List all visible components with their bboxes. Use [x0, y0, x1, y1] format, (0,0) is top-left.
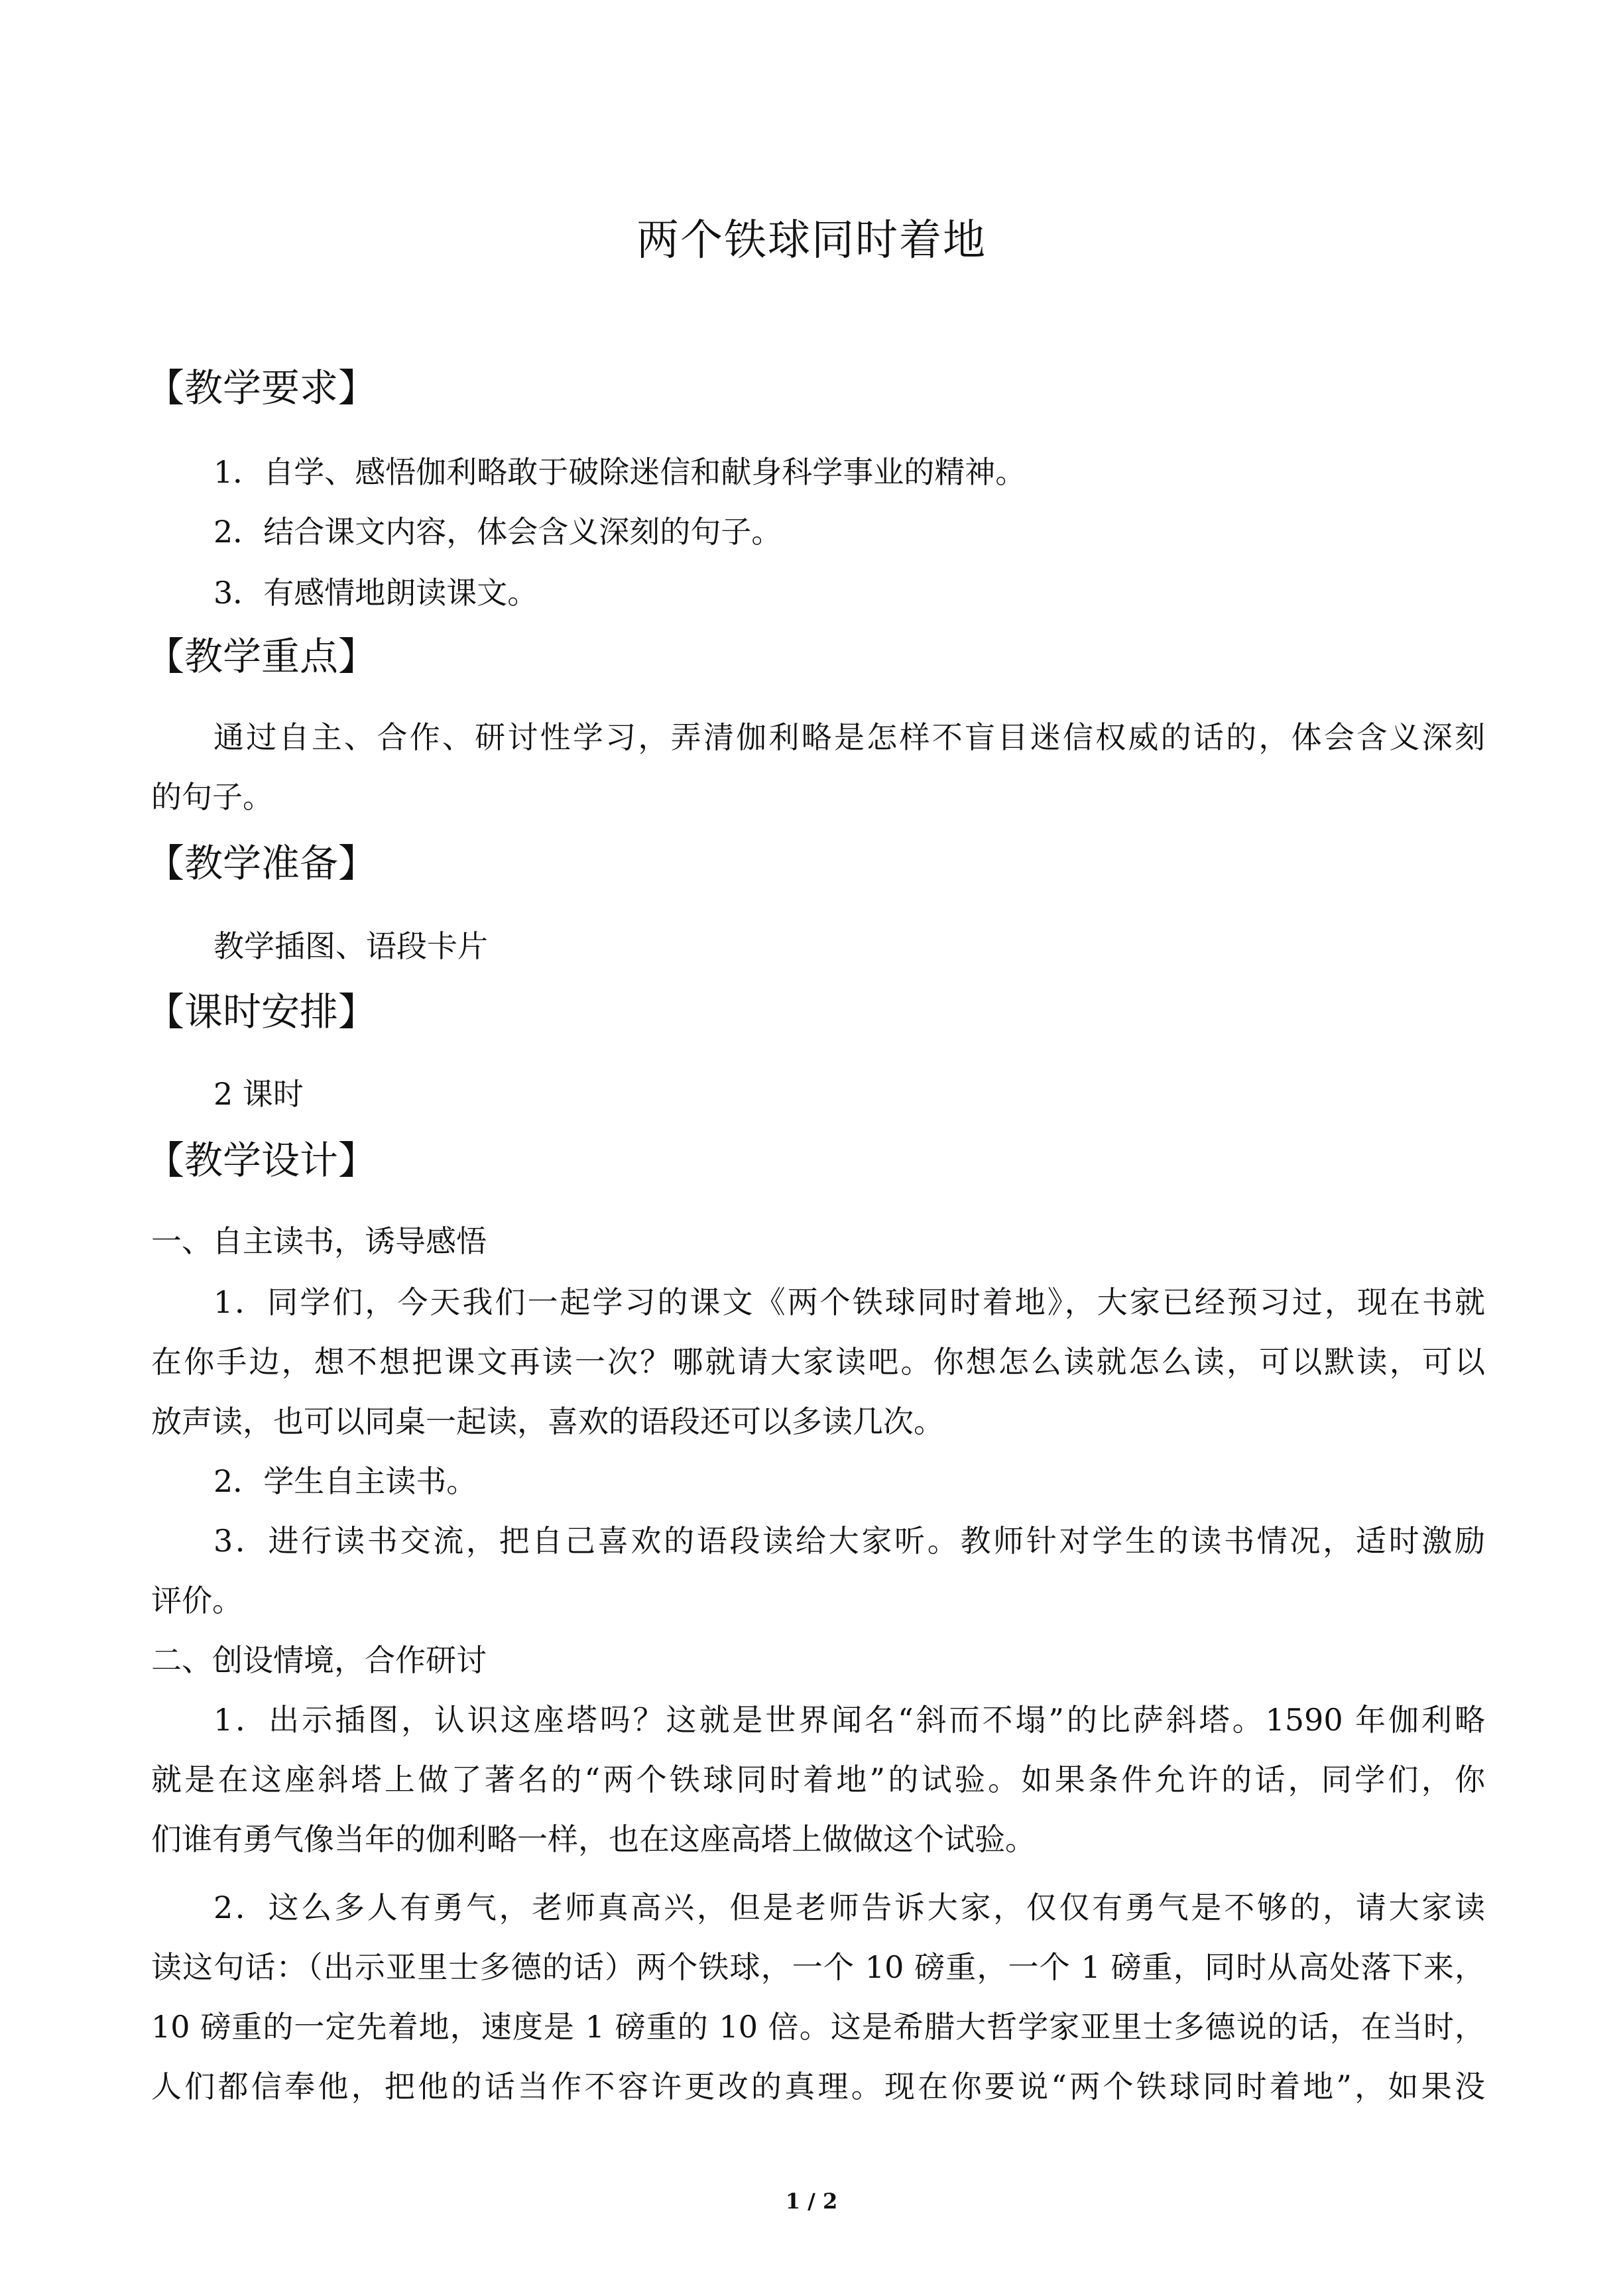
document-title: 两个铁球同时着地	[636, 216, 987, 265]
section-heading-key-points: 【教学重点】	[146, 634, 377, 679]
paragraph-line: 1．同学们，今天我们一起学习的课文《两个铁球同时着地》，大家已经预习过，现在书就	[213, 1284, 1485, 1320]
paragraph-line: 人们都信奉他，把他的话当作不容许更改的真理。现在你要说“两个铁球同时着地”，如果没	[151, 2069, 1485, 2104]
requirement-item: 2．结合课文内容，体会含义深刻的句子。	[213, 514, 782, 550]
key-points-line: 的句子。	[151, 779, 273, 815]
part-title: 一、自主读书，诱导感悟	[151, 1223, 487, 1259]
paragraph-line: 就是在这座斜塔上做了著名的“两个铁球同时着地”的试验。如果条件允许的话，同学们，你	[151, 1762, 1485, 1797]
paragraph-line: 们谁有勇气像当年的伽利略一样，也在这座高塔上做做这个试验。	[151, 1821, 1036, 1857]
paragraph-line: 1．出示插图，认识这座塔吗？这就是世界闻名“斜而不塌”的比萨斜塔。1590 年伽利略	[213, 1702, 1485, 1738]
paragraph-line: 读这句话：（出示亚里士多德的话）两个铁球，一个 10 磅重，一个 1 磅重，同时从高处落下来，	[151, 1949, 1485, 1985]
requirement-item: 3．有感情地朗读课文。	[213, 575, 538, 611]
section-heading-preparation: 【教学准备】	[146, 841, 377, 886]
section-heading-requirements: 【教学要求】	[146, 365, 377, 410]
requirement-item: 1．自学、感悟伽利略敢于破除迷信和献身科学事业的精神。	[213, 454, 1026, 490]
preparation-text: 教学插图、语段卡片	[213, 928, 488, 964]
section-heading-design: 【教学设计】	[146, 1138, 377, 1183]
section-heading-schedule: 【课时安排】	[146, 989, 377, 1034]
key-points-line: 通过自主、合作、研讨性学习，弄清伽利略是怎样不盲目迷信权威的话的，体会含义深刻	[213, 719, 1485, 755]
part-title: 二、创设情境，合作研讨	[151, 1642, 487, 1678]
paragraph-line: 2．这么多人有勇气，老师真高兴，但是老师告诉大家，仅仅有勇气是不够的，请大家读	[213, 1890, 1485, 1925]
paragraph-line: 放声读，也可以同桌一起读，喜欢的语段还可以多读几次。	[151, 1404, 944, 1439]
paragraph-line: 评价。	[151, 1583, 243, 1618]
paragraph-line: 在你手边，想不想把课文再读一次？哪就请大家读吧。你想怎么读就怎么读，可以默读，可以	[151, 1344, 1485, 1380]
paragraph-line: 10 磅重的一定先着地，速度是 1 磅重的 10 倍。这是希腊大哲学家亚里士多德说的话，在当时，	[151, 2009, 1485, 2045]
paragraph-line: 3．进行读书交流，把自己喜欢的语段读给大家听。教师针对学生的读书情况，适时激励	[213, 1523, 1485, 1559]
schedule-text: 2 课时	[213, 1076, 304, 1112]
page-number: 1 / 2	[785, 2189, 838, 2214]
paragraph-line: 2．学生自主读书。	[213, 1463, 477, 1499]
